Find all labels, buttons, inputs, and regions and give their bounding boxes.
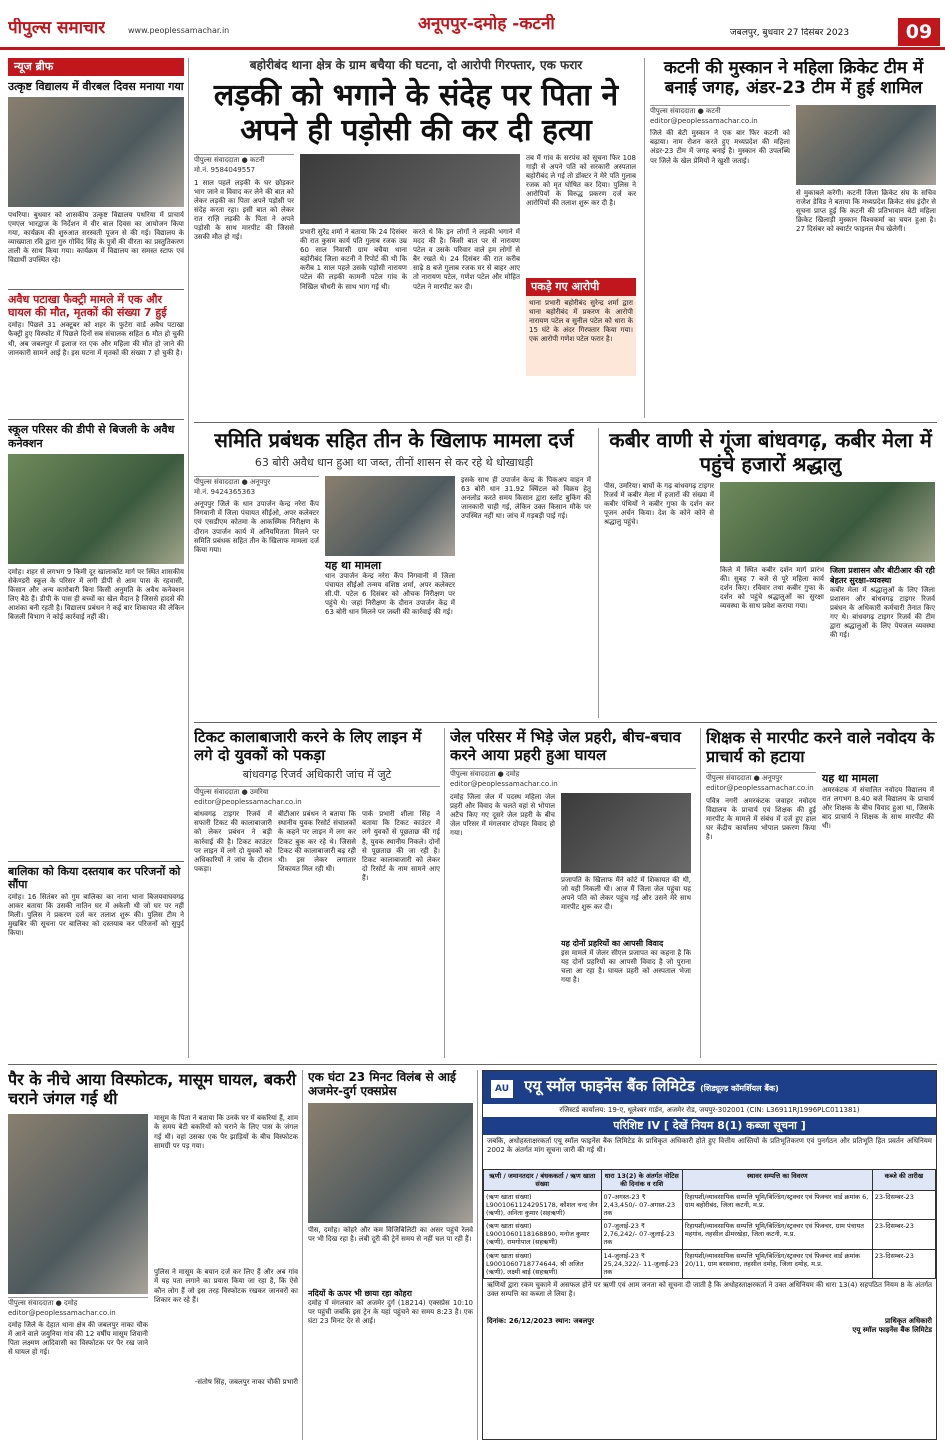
brief-body-4: दमोह। 16 सितंबर को गुम बालिका का नाना थाना बिजयवाघवगढ़ आकर बताया कि उसकी नातिन घर में अकेली थी जो घर पर नहीं मिली। पुलिस ने प्रकरण दर्ज कर तलाश शुरू की। पुलिस टीम ने मुखबिर की सूचना पर बालिका को दस्तयाब कर परिजनों को सुपुर्द किया। [8, 893, 184, 938]
train-body-1: पीस, दमोह। कोहरे और कम विजिबिलिटी का असर पहुंचे रेलवे पर भी दिख रहा है। लंबी दूरी की ट्रेनें समय से नहीं चल पा रही हैं। [308, 1225, 473, 1243]
news-brief-column [8, 58, 184, 1058]
column-rule [188, 58, 189, 1058]
borrower-cell: (ऋण खाता संख्या) L9001061124295178, कौशल चन्द जैन (ऋणी), अनिता कुमार (सहऋणी) [484, 1190, 602, 1219]
dateline: जबलपुर, बुधवार 27 दिसंबर 2023 [730, 28, 850, 38]
blast-body-2: मासूम के पिता ने बताया कि उनके घर में बकरियां हैं, शाम के समय बेटी बकरियों को चराने के लिए पास के जंगल गई थी। वहां उसका एक पैर झाड़ियों के बीच विस्फोटक सामग्री पर पड़ गया। [154, 1114, 298, 1150]
lead-body-4: तब मैं गांव के सरपंच को सूचना फिर 108 गाड़ी से अपने पति को सरकारी अस्पताल बहोरीबंद ले गई तो डॉक्टर ने मेरे पति गुलाब रजक को मृत घोषित कर दिया। पुलिस ने आरोपियों के विरुद्ध प्रकरण दर्ज कर आरोपियों की तलाश शुरू कर दी है। [526, 154, 636, 208]
divider [8, 419, 184, 420]
cricket-body-2: से मुकाबले करेगी। कटनी जिला क्रिकेट संघ के सचिव राजेश डेविड ने बताया कि मध्यप्रदेश क्रिकेट संघ इंदौर से सूचना प्राप्त हुई कि कटनी की प्रतिभावान बेटी महिला क्रिकेट खिलाड़ी मुस्कान विश्वकर्मा का चयन हुआ है। 27 दिसंबर को क्वार्टर फाइनल मैच खेलेगी। [796, 188, 936, 234]
table-row [484, 1190, 936, 1219]
ticket-headline: टिकट कालाबाजारी करने के लिए लाइन में लगे दो युवकों को पकड़ा [194, 728, 422, 764]
samiti-byline: पीपुल्स संवाददाता ● अनूपपुर [194, 476, 319, 487]
cricketer-photo [796, 105, 936, 185]
site-url[interactable]: www.peoplessamachar.in [128, 26, 230, 35]
property-cell: रिहायशी/व्यावसायिक सम्पत्ति भूमि/बिल्डिंग/स्ट्रक्चर एवं फिक्चर वार्ड क्रमांक 6, ग्राम बहोरीबंद, जिला कटनी, म.प्र. [682, 1190, 872, 1219]
column-header: कब्जे की तारीख [872, 1169, 935, 1190]
jail-body-3: इस मामले में जेलर सीएल प्रजापत का कहना है कि यह दोनों प्रहरियों का आपसी विवाद है जो पुराना चला आ रहा है। घायल प्रहरी को अस्पताल भेजा गया है। [561, 948, 691, 984]
cricket-byline: पीपुल्स संवाददाता ● कटनी [650, 105, 790, 116]
bank-address: रजिस्टर्ड कार्यालय: 19-ए, धूलेश्वर गार्डन, अजमेर रोड, जयपुर-302001 (CIN: L36911RJ1996PLC011381) [559, 1106, 860, 1114]
samiti-phone: मो.नं. 9424365363 [194, 487, 256, 496]
column-rule [644, 58, 645, 418]
kabir-body-2: किले में स्थित कबीर दर्शन मार्ग प्रारंभ की। सुबह 7 बजे से पूरे महिला कार्य दर्शन किए। रविवार तथा कबीर गुफा के दर्शन को पहुंचे श्रद्धालुओं का सुरक्षा व्यवस्था के साथ प्रवेश कराया गया। [720, 566, 824, 611]
column-header: धारा 13(2) के अंतर्गत नोटिस की दिनांक व राशि [601, 1169, 682, 1190]
lead-kicker: बहोरीबंद थाना क्षेत्र के ग्राम बचैया की घटना, दो आरोपी गिरफ्तार, एक फरार [249, 58, 583, 72]
notice-cell: 07-जुलाई-23 ₹ 2,76,242/- 07-जुलाई-23 तक [601, 1220, 682, 1249]
cricket-body-1: जिले की बेटी मुस्कान ने एक बार फिर कटनी को बढ़ाया। नाम रोशन करते हुए मध्यप्रदेश की महिला अंडर-23 टीम में जगह बनाई है। मुस्कान की उपलब्धि पर जिले के खेल प्रेमियों ने खुशी जताई। [650, 129, 790, 165]
brief-headline-3: स्कूल परिसर की डीपी से बिजली के अवैध कनेक्शन [8, 423, 175, 450]
ticket-email[interactable]: editor@peoplessamachar.co.in [194, 797, 302, 806]
brief-body-2: दमोह। पिछले 31 अक्टूबर को शहर के फुटेरा वार्ड अवैध पटाखा फैक्ट्री हुए विस्फोट में पिछले दिनों सब संचालक सहित 6 मौत हो चुकी थी, अब जबलपुर में इलाज रत एक और महिला की मौत हो जाने की जानकारी सामने आई है। इस घटना में मृतकों की संख्या 7 हो चुकी है। [8, 321, 184, 357]
column-rule [302, 1070, 303, 1440]
ticket-byline: पीपुल्स संवाददाता ● उमरिया [194, 786, 440, 797]
cricket-story [650, 58, 937, 418]
news-brief-title: न्यूज ब्रीफ [8, 58, 184, 76]
divider [8, 289, 184, 290]
lead-headline: लड़की को भगाने के संदेह पर पिता ने अपने ही पड़ोसी की कर दी हत्या [213, 78, 619, 148]
bank-logo-icon: AU [491, 1080, 513, 1098]
kabir-body-1: पीस, उमरिया। बाघों के गढ़ बांधवगढ़ टाइगर रिजर्व में कबीर मेला में हजारों की संख्या में कबीर पंथियों ने कबीर गुफा के दर्शन कर पूजन अर्चन किया। देश के कोने कोने से श्रद्धालु पहुंचे। [604, 482, 714, 527]
notice-footer: ऋणियों द्वारा रकम चुकाने में असफल होने पर ऋणी एवं आम जनता को सूचना दी जाती है कि अधोहस्ताक्षरकर्ता ने उक्त अधिनियम की धारा 13(4) सहपठित नियम 8 के अंतर्गत उक्त सम्पत्ति का कब्जा ले लिया है। [487, 1280, 932, 1298]
accused-box-body: थाना प्रभारी बहोरीबंद सुरेन्द्र शर्मा द्वारा थाना बहोरीबंद में प्रकरण के आरोपी नारायण पटेल व सुनील पटेल को धारा के 15 घंटे के अंदर गिरफ्तार किया गया। एक आरोपी गणेश पटेल फरार है। [526, 296, 636, 376]
accused-box-title: पकड़े गए आरोपी [526, 278, 636, 296]
train-story [308, 1070, 473, 1440]
jail-story [450, 728, 696, 1058]
lead-phone: मो.नं. 9584049557 [194, 165, 256, 174]
ticket-subheadline: बांधवगढ़ रिजर्व अधिकारी जांच में जुटे [242, 768, 392, 781]
edition-name: अनूपपुर-दमोह -कटनी [418, 14, 555, 34]
cricket-headline: कटनी की मुस्कान ने महिला क्रिकेट टीम में बनाई जगह, अंडर-23 टीम में हुई शामिल [663, 58, 924, 99]
kabir-headline: कबीर वाणी से गूंजा बांधवगढ़, कबीर मेला में पहुंचे हजारों श्रद्धालु [609, 428, 932, 476]
notice-cell: 07-अगस्त-23 ₹ 2,43,450/- 07-अगस्त-23 तक [601, 1190, 682, 1219]
train-caption: नदियों के ऊपर भी छाया रहा कोहरा [308, 1288, 412, 1298]
jail-injury-photo [561, 793, 691, 873]
teacher-story [706, 728, 937, 1058]
bank-notice-ad [482, 1070, 937, 1440]
signing-bank: एयू स्मॉल फाइनेंस बैंक लिमिटेड [852, 1325, 932, 1334]
borrower-cell: (ऋण खाता संख्या) L9001060118168890, मनोज कुमार (ऋणी), रामगोपाल (सहऋणी) [484, 1220, 602, 1249]
column-header: ऋणी / जमानतदार / बंधककर्ता / ऋण खाता संख्या [484, 1169, 602, 1190]
table-row [484, 1220, 936, 1249]
blast-quote-by: -संतोष सिंह, जबलपुर नाका चौकी प्रभारी [194, 1378, 298, 1387]
teacher-byline: पीपुल्स संवाददाता ● अनूपपुर [706, 772, 816, 783]
blast-story [8, 1070, 298, 1440]
blast-quote: पुलिस ने मासूम के बयान दर्ज कर लिए हैं और अब गांव में यह पता लगाने का प्रयास किया जा रहा है, कि ऐसे कौन लोग हैं जो इस तरह विस्फोटक रखकर जानवरों का शिकार कर रहे हैं। [154, 1268, 298, 1304]
brief-body-1: पथरिया। बुधवार को शासकीय उत्कृष्ट विद्यालय पथरिया में प्राचार्य एमएल भारद्वाज के निर्देशन में वीर बाल दिवस का आयोजन किया गया, कार्यक्रम की शुरुआत सरस्वती पूजन से की गई। विद्यालय के व्याख्याता रवि द्वारा गुरु गोविंद सिंह के पुत्रों की वीरता का प्रस्तुतिकरण ताली के साथ किया गया। कार्यक्रम में विद्यालय का समस्त स्टाफ एवं विद्यार्थी उपस्थित रहे। [8, 210, 184, 265]
samiti-story [194, 428, 594, 718]
possession-table [483, 1169, 936, 1279]
ticket-body-2: बीटीआर प्रबंधन ने बताया कि स्थानीय युवक रिसोर्ट संचालकों के कहने पर लाइन में लग कर टिकट बुक कर रहे थे। जिससे टिकट की कालाबाजारी बढ़ रही थी। इस लेकर लगातार शिकायत मिल रही थी। [278, 810, 356, 873]
page-number: 09 [898, 18, 940, 46]
authorized-officer: प्राधिकृत अधिकारी [884, 1316, 932, 1325]
injured-child-photo [8, 1114, 148, 1294]
kabir-mela-photo [720, 482, 935, 562]
kabir-box-body: कबीर मेला में श्रद्धालुओं के लिए जिला प्रशासन और बांधवगढ़ टाइगर रिजर्व प्रबंधन के अधिकारी कर्मचारी तैनात किए गए थे। बांधवगढ़ टाइगर रिजर्व की टीम द्वारा श्रद्धालुओं के लिए पेयजल व्यवस्था की गई। [830, 586, 935, 640]
paddy-inspection-photo [325, 476, 455, 556]
section-rule [194, 722, 937, 723]
blast-headline: पैर के नीचे आया विस्फोटक, मासूम घायल, बकरी चराने जंगल गई थी [8, 1070, 297, 1109]
ticket-body-3: पार्क प्रभारी शीला सिंह ने बताया कि टिकट काउंटर में लगे युवकों से पूछताछ की गई है, युवक स्थानीय निकले। दोनों से पूछताछ की जा रही है। टिकट कालाबाजारी को लेकर दो रिसोर्ट के नाम सामने आए हैं। [362, 810, 440, 882]
ticket-story [194, 728, 440, 1058]
teacher-email[interactable]: editor@peoplessamachar.co.in [706, 784, 814, 793]
notice-intro: जबकि, अधोहस्ताक्षरकर्ता एयू स्मॉल फाइनेंस बैंक लिमिटेड के प्राधिकृत अधिकारी होते हुए वित्तीय आस्तियों के प्रतिभूतिकरण एवं पुनर्गठन और प्रतिभूति हित प्रवर्तन अधिनियम 2002 के अंतर्गत मांग सूचना जारी की गई थी। [487, 1136, 932, 1154]
section-rule [8, 1064, 937, 1065]
blast-email[interactable]: editor@peoplessamachar.co.in [8, 1309, 116, 1318]
cricket-email[interactable]: editor@peoplessamachar.co.in [650, 116, 758, 125]
column-rule [477, 1070, 478, 1440]
blast-byline: पीपुल्स संवाददाता ● दमोह [8, 1297, 148, 1308]
column-rule [598, 428, 599, 718]
school-event-photo [8, 97, 184, 207]
possession-date-cell: 23-दिसम्बर-23 [872, 1249, 935, 1278]
teacher-caption: यह था मामला [822, 772, 879, 786]
bank-name: एयू स्मॉल फाइनेंस बैंक लिमिटेड [524, 1077, 695, 1095]
train-headline: एक घंटा 23 मिनट विलंब से आई अजमेर-दुर्ग एक्सप्रेस [308, 1070, 456, 1099]
teacher-body-2: अमरकंटक में संचालित नवोदय विद्यालय में रात लगभग 8.40 बजे विद्यालय के प्राचार्य और शिक्षक के बीच विवाद हुआ था, जिसके बाद प्राचार्य ने शिक्षक के साथ मारपीट की थी। [822, 785, 934, 830]
teacher-body-1: पवित्र नगरी अमरकंटक जवाहर नवोदय विद्यालय के प्राचार्य एवं शिक्षक की हुई मारपीट के मामले में संबंध में दर्ज हुए हाल घर केंद्रीय कार्यालय भोपाल प्रकरण किया है। [706, 796, 816, 842]
samiti-subheadline: 63 बोरी अवैध धान हुआ था जब्त, तीनों शासन से कर रहे थे धोखाधड़ी [254, 456, 534, 469]
brief-headline-4: बालिका को किया दस्तयाब कर परिजनों को सौंपा [8, 864, 181, 891]
jail-headline: जेल परिसर में भिड़े जेल प्रहरी, बीच-बचाव करने आया प्रहरी हुआ घायल [450, 728, 681, 764]
foggy-railway-photo [308, 1103, 473, 1223]
lead-story [194, 58, 638, 418]
ticket-body-1: बांधवगढ़ टाइगर रिजर्व में सफारी टिकट की कालाबाजारी को लेकर प्रबंधन ने बड़ी कार्रवाई की है। टिकट काउंटर पर लाइन में लगे दो युवकों को अधिकारियों ने जांच के दौरान पकड़ा। [194, 810, 272, 873]
table-row [484, 1249, 936, 1278]
notice-cell: 14-जुलाई-23 ₹ 25,24,322/- 11-जुलाई-23 तक [601, 1249, 682, 1278]
possession-notice-title: परिशिष्ट IV [ देखें नियम 8(1) कब्जा सूचना ] [483, 1117, 936, 1135]
lead-body-3: करते थे कि इन लोगों ने लड़की भगाने में मदद की है। किसी बात पर से नारायण पटेल व उसके परिवार वाले हम लोगों से बैर रखते थे। 24 दिसंबर की रात करीब साढ़े 8 बजे गुलाब रजक घर से बाहर आए तो नारायण पटेल, गणेश पटेल और मोहित पटेल ने मारपीट कर दी। [413, 228, 520, 291]
teacher-headline: शिक्षक से मारपीट करने वाले नवोदय के प्राचार्य को हटाया [706, 728, 935, 767]
divider [8, 861, 184, 862]
jail-email[interactable]: editor@peoplessamachar.co.in [450, 779, 558, 788]
property-cell: रिहायशी/व्यावसायिक सम्पत्ति भूमि/बिल्डिंग/स्ट्रक्चर एवं फिक्चर वार्ड क्रमांक 20/11, ग्राम बरसवारा, तहसील दमोह, जिला दमोह, म.प्र. [682, 1249, 872, 1278]
newspaper-brand: पीपुल्स समाचार [8, 18, 106, 38]
possession-date-cell: 23-दिसम्बर-23 [872, 1220, 935, 1249]
jail-caption: यह दोनों प्रहरियों का आपसी विवाद [561, 938, 664, 948]
column-rule [700, 728, 701, 1058]
bank-name-bar [483, 1071, 936, 1104]
borrower-cell: (ऋण खाता संख्या) L9001060718774644, श्री अजित (ऋणी), लक्ष्मी बाई (सहऋणी) [484, 1249, 602, 1278]
blast-body-1: दमोह जिले के देहात थाना क्षेत्र की जबलपुर नाका चौक में आने वाले जयुनिया गांव की 12 वर्षीय मासूम शिवानी पिता लक्ष्मण आदिवासी का विस्फोटक पर पैर रख जाने से घायल हो गई। [8, 1320, 148, 1357]
electric-pole-photo [8, 454, 184, 564]
brief-headline-1: उत्कृष्ट विद्यालय में वीरबल दिवस मनाया गया [8, 79, 184, 93]
possession-date-cell: 23-दिसम्बर-23 [872, 1190, 935, 1219]
jail-body-2: प्रजापति के खिलाफ मैंने कोर्ट में शिकायत की थी, जो यही निकली थी। आज मैं जिला जेल पहुंचा यह अपने पति को लेकर पहुंच गई और उसने मेरे साथ मारपीट शुरू कर दी। [561, 875, 691, 911]
kabir-box-title: जिला प्रशासन और बीटीआर की रही बेहतर सुरक्षा-व्यवस्था [830, 566, 935, 585]
brief-body-3: दमोह। शहर से लगभग 9 किमी दूर खालाकोंट मार्ग पर स्थित शासकीय सेकेण्डरी स्कूल के परिसर में लगी डीपी से आम पास के रहवासी, किसान और अन्य कारोबारी बिना किसी अनुमति के अवैध कनेक्शन लिए बैठे हैं। डीपी के पास ही बच्चों का खेल मैदान है जिससे हादसे की आशंका बनी रहती है। विद्यालय प्रबंधन ने कई बार शिकायत की लेकिन बिजली विभाग ने कोई कार्रवाई नहीं की। [8, 567, 184, 622]
brief-headline-2: अवैध पटाखा फैक्ट्री मामले में एक और घायल की मौत, मृतकों की संख्या 7 हुई [8, 292, 167, 320]
lead-body-2: प्रभारी सुरेंद्र शर्मा ने बताया कि 24 दिसंबर की रात कुसम कार्य पति गुलाब रजक उम्र 60 साल निवासी ग्राम बचैया थाना बहोरीबंद जिला कटनी ने रिपोर्ट की थी कि करीब 1 साल पहले उसके पड़ोसी नारायण पटेल की लड़की कामनी पटेल गांव के निखिल चौधरी के साथ भाग गई थी। [300, 228, 407, 291]
column-rule [444, 728, 445, 1058]
lead-body-1: 1 साल पहले लड़की के घर छोड़कर भाग जाने व विवाद कर लेने की बात को लेकर लड़की का पिता अपने पड़ोसी पर संदेह करता रहा। इसी बात को लेकर रात राज़ि लड़की के पिता ने अपने पड़ोसी के साथ मारपीट की जिससे उसकी मौत हो गई। [194, 178, 294, 242]
column-header: स्थावर सम्पत्ति का विवरण [682, 1169, 872, 1190]
samiti-caption: यह था मामला [325, 558, 382, 572]
samiti-headline: समिति प्रबंधक सहित तीन के खिलाफ मामला दर्ज [214, 428, 574, 452]
bank-tag: (शिड्यूल्ड कॉमर्शियल बैंक) [700, 1084, 779, 1093]
samiti-body-1: अनूपपुर जिले के धान उपार्जन केन्द्र नरेरा कैंप निगवानी में जिला पंचायत सीईओ, अपर कलेक्टर एवं एसडीएम कोतमा के आकस्मिक निरीक्षण के दौरान उपार्जन कार्य में अनियमितता मिलने पर समिति प्रबंधक सहित तीन के खिलाफ मामला दर्ज किया गया। [194, 500, 319, 554]
jail-body-1: दमोह जिला जेल में पदस्थ महिला जेल प्रहरी और विवाद के चलते वहां से भोपाल अटैच किए गए दूसरे जेल प्रहरी के बीच जेल परिसर में मंगलवार दोपहर विवाद हो गया। [450, 792, 555, 837]
table-header-row [484, 1169, 936, 1190]
jail-byline: पीपुल्स संवाददाता ● दमोह [450, 768, 696, 779]
kabir-story [604, 428, 937, 718]
samiti-body-3: इसके साथ ही उपार्जन केन्द्र के पिकअप वाहन में 63 बोरी धान 31.92 क्विंटल को विक्रय हेतु अनलोड करते समय किसान द्वारा स्लॉट बुकिंग की जानकारी चाही गई, लेकिन उक्त किसान मौके पर उपस्थित नहीं था। जांच में गड़बड़ी पाई गई। [461, 475, 591, 521]
section-rule [194, 422, 937, 423]
crime-scene-photo [300, 154, 520, 224]
lead-byline: पीपुल्स संवाददाता ● कटनी [194, 154, 294, 165]
samiti-body-2: धान उपार्जन केन्द्र नरेरा कैंप निगवानी में जिला पंचायत सीईओ तन्मय वशिष्ठ शर्मा, अपर कलेक्टर सी.पी. पटेल 6 दिसंबर को औचक निरीक्षण पर पहुंचे थे। जहां निरीक्षण के दौरान उपार्जन केंद्र में 63 बोरी धान मिलने पर जब्ती की कार्रवाई की गई। [325, 571, 455, 617]
train-body-2: दमोह में मंगलवार को अजमेर दुर्ग (18214) एक्सप्रेस 10:10 पर पहुंची जबकि इस ट्रेन के यहां पहुंचने का समय 8:23 है। एक घंटा 23 मिनट देर से आई। [308, 1298, 473, 1325]
notice-place-date: दिनांक: 26/12/2023 स्थान: जबलपुर [487, 1316, 595, 1325]
property-cell: रिहायशी/व्यावसायिक सम्पत्ति भूमि/बिल्डिंग/स्ट्रक्चर एवं फिक्चर, ग्राम पंचायत महगांव, तहसील ढीमरखेड़ा, जिला कटनी, म.प्र. [682, 1220, 872, 1249]
